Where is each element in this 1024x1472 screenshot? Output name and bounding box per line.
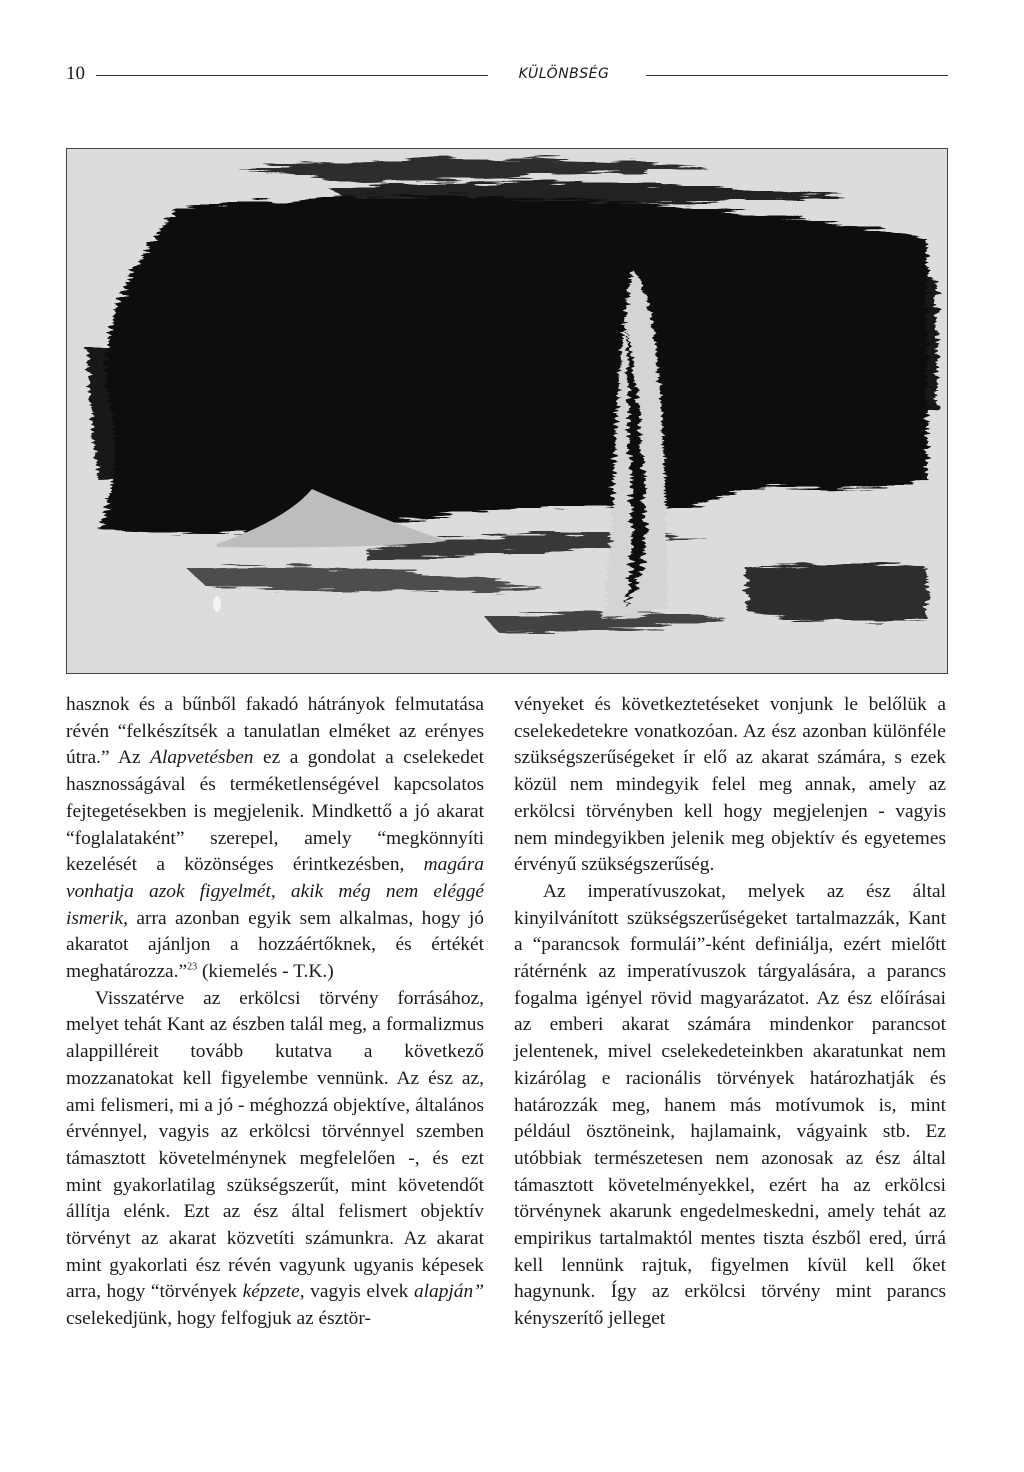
text-run: ez a gondolat a cselekedet hasznosságával és terméketlenségével kapcsolatos fejtegetésekben is megjelenik. Mindkettő a jó akarat “foglalataként” szerepel, amely “megkönnyíti kezelését a közönséges érintkezésben, [66, 747, 484, 876]
text-run: (kiemelés - T.K.) [197, 961, 334, 983]
paragraph [66, 692, 484, 986]
running-title: KÜLÖNBSÉG [518, 66, 610, 82]
text-column-left [66, 692, 484, 1333]
italic-text: magára vonhatja azok figyelmét, akik még nem eléggé ismerik, [66, 854, 484, 929]
text-column-right [514, 692, 946, 1333]
italic-text: Alapvetésben [150, 747, 254, 769]
text-run: hasznok és a bűnből fakadó hátrányok felmutatása révén “felkészítsék a tanulatlan elméket az erényes útra.” Az [66, 694, 484, 769]
footnote-ref: 23 [187, 961, 198, 973]
ink-painting [67, 149, 947, 673]
page-number: 10 [66, 63, 85, 84]
italic-text: képzete, [242, 1281, 305, 1303]
ink-brush-illustration [66, 148, 948, 674]
paragraph: Az imperatívuszokat, melyek az ész által kinyilvánított szükségszerűségeket tartalmazzák, Kant a “parancsok formulái”-ként definiálja, ezért mielőtt rátérnénk az imperatívuszok tárgyalására, a parancs fogalma igényel rövid magyarázatot. Az ész előírásai az emberi akarat számára mindenkor parancsot jelentenek, mivel cselekedeteinkben akaratunkat nem kizárólag e racionális törvények határozhatják és határozzák meg, hanem más motívumok is, mint például ösztöneink, hajlamaink, vágyaink stb. Ez utóbbiak természetesen nem azonosak az ész által támasztott követelményekkel, ezért ha az erkölcsi törvénynek akarunk engedelmeskedni, amely tehát az empirikus tartalmaktól mentes tiszta észből ered, úrrá kell lennünk rajtuk, figyelmen kívül kell őket hagynunk. Így az erkölcsi törvény mint parancs kényszerítő jelleget [514, 880, 946, 1330]
page-header [66, 60, 948, 88]
text-run: arra azonban egyik sem alkalmas, hogy jó akaratot ajánljon a hozzáértőknek, és értékét meghatározza.” [66, 907, 484, 983]
header-rule-right [646, 75, 948, 76]
paragraph [66, 986, 484, 1333]
italic-text: alapján” [413, 1281, 484, 1303]
text-run: Visszatérve az erkölcsi törvény forrásához, melyet tehát Kant az észben talál meg, a formalizmus alappilléreit tovább kutatva a következő mozzanatokat kell figyelembe vennünk. Az ész az, ami felismeri, mi a jó - méghozzá objektíve, általános érvénnyel, vagyis az erkölcsi törvénnyel szemben támasztott követelménynek megfelelően -, és ezt mint gyakorlatilag szükségszerűt, mint követendőt állítja elénk. Ezt az ész által felismert objektív törvényt az akarat közvetíti számunkra. Az akarat mint gyakorlati ész révén vagyunk ugyanis képesek arra, hogy “törvények [66, 987, 484, 1303]
text-run: cselekedjünk, hogy felfogjuk az észtör- [66, 1308, 371, 1330]
text-run: vagyis elvek [304, 1281, 414, 1303]
header-rule-left [96, 75, 488, 76]
paragraph: vényeket és következtetéseket vonjunk le belőlük a cselekedetekre vonatkozóan. Az ész azonban különféle szükségszerűségeket ír elő az akarat számára, s ezek közül nem mindegyik felel meg annak, amely az erkölcsi törvényben kell hogy megjelenjen - vagyis nem mindegyikben jelenik meg objektív és egyetemes érvényű szükségszerűség. [514, 694, 946, 876]
